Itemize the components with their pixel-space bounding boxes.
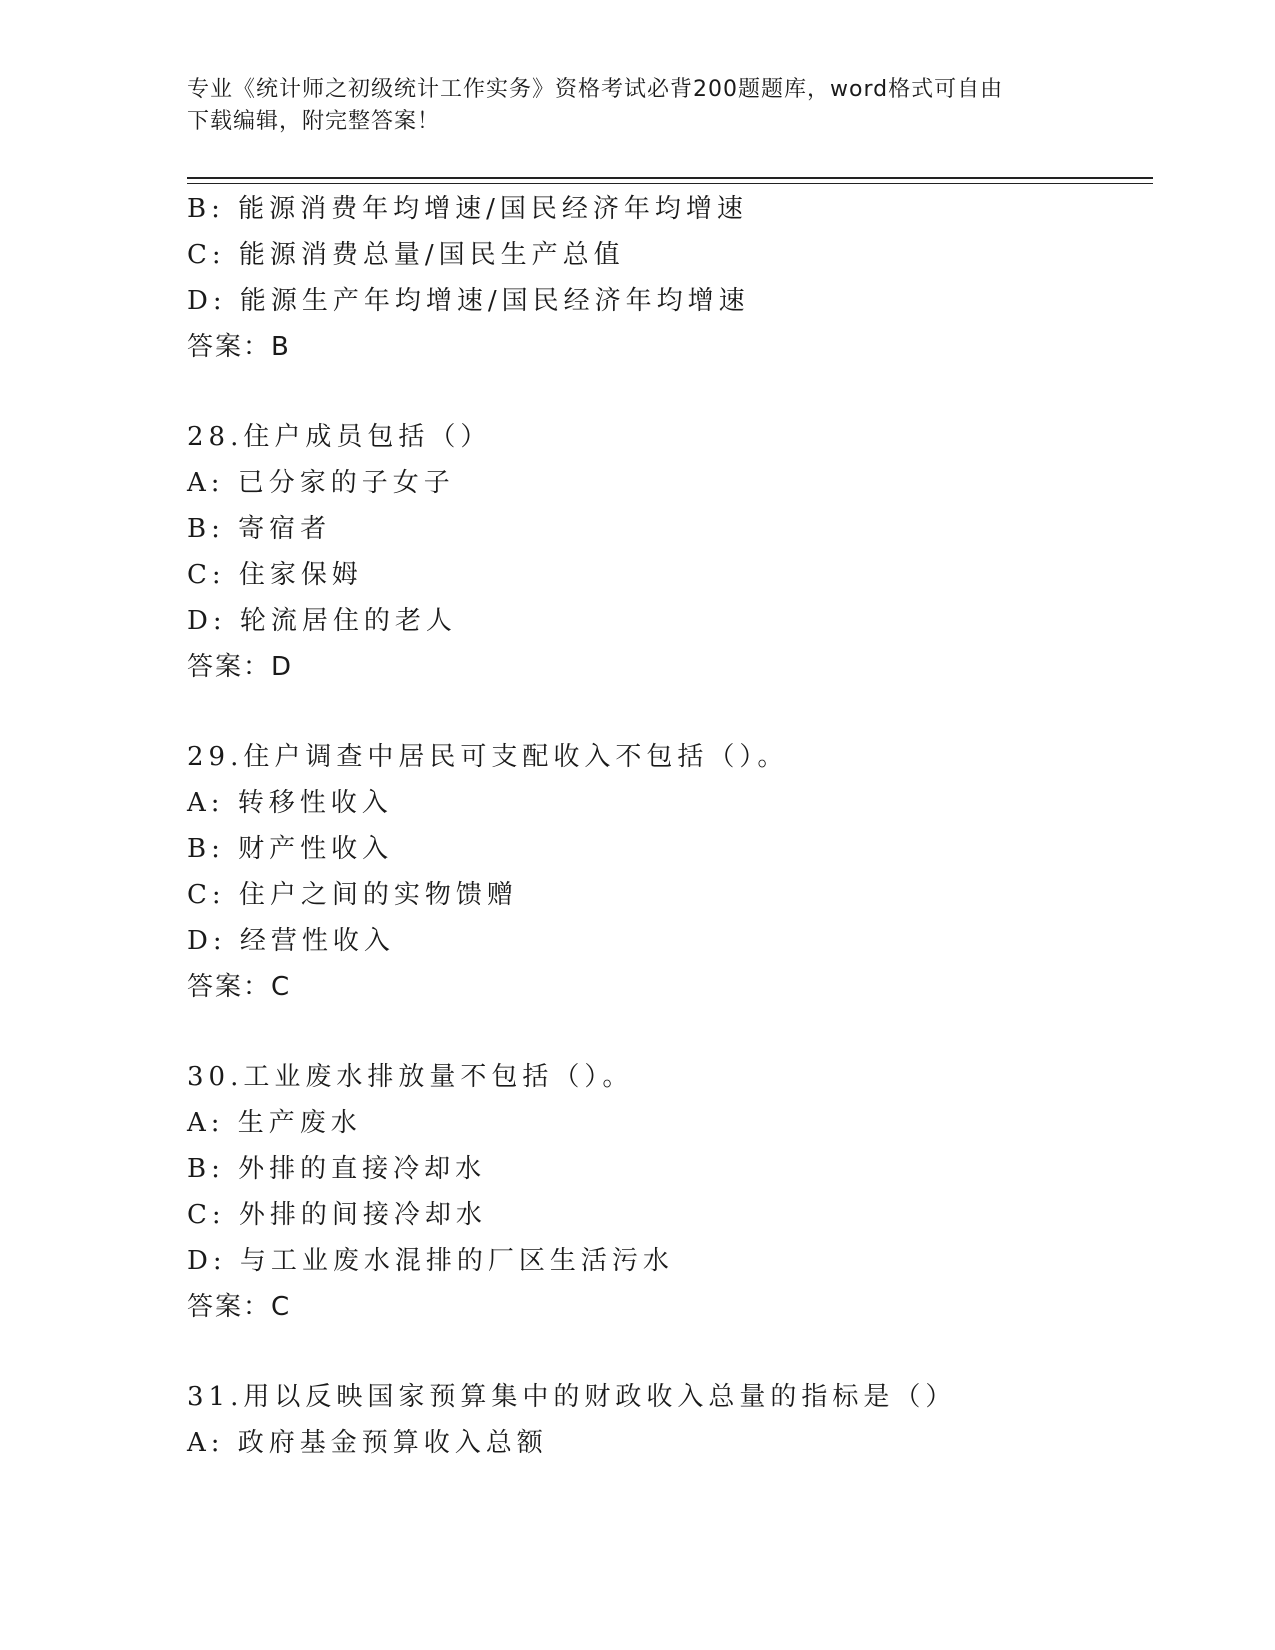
option-d: D: 轮流居住的老人 [187,606,457,636]
question-stem: 31.用以反映国家预算集中的财政收入总量的指标是（） [187,1382,957,1412]
option-b: B: 能源消费年均增速/国民经济年均增速 [187,194,748,224]
option-b: B: 寄宿者 [187,514,332,544]
question-31 [187,1374,1147,1466]
question-stem: 28.住户成员包括（） [187,422,492,452]
header-line-1: 专业《统计师之初级统计工作实务》资格考试必背200题题库，word格式可自由 [187,77,1004,102]
question-stem: 30.工业废水排放量不包括（）。 [187,1062,634,1092]
option-a: A: 转移性收入 [187,788,393,818]
answer-text: 答案：C [187,1292,292,1322]
option-b: B: 财产性收入 [187,834,394,864]
option-a: A: 已分家的子女子 [187,468,455,498]
option-b: B: 外排的直接冷却水 [187,1154,487,1184]
option-a: A: 政府基金预算收入总额 [187,1428,548,1458]
answer-text: 答案：C [187,972,292,1002]
question-30 [187,1054,1147,1330]
option-c: C: 住户之间的实物馈赠 [187,880,518,910]
answer-text: 答案：D [187,652,294,682]
option-d: D: 与工业废水混排的厂区生活污水 [187,1246,674,1276]
answer-text: 答案：B [187,332,291,362]
option-d: D: 经营性收入 [187,926,395,956]
question-27 [187,186,1147,370]
document-header [187,74,1067,138]
question-29 [187,734,1147,1010]
question-list [187,186,1147,1466]
option-c: C: 能源消费总量/国民生产总值 [187,240,625,270]
option-d: D: 能源生产年均增速/国民经济年均增速 [187,286,750,316]
option-c: C: 住家保姆 [187,560,363,590]
question-stem: 29.住户调查中居民可支配收入不包括（）。 [187,742,789,772]
question-28 [187,414,1147,690]
header-divider-thin [187,183,1153,184]
option-a: A: 生产废水 [187,1108,362,1138]
option-c: C: 外排的间接冷却水 [187,1200,487,1230]
header-divider [187,177,1153,179]
header-line-2: 下载编辑，附完整答案！ [187,109,441,134]
